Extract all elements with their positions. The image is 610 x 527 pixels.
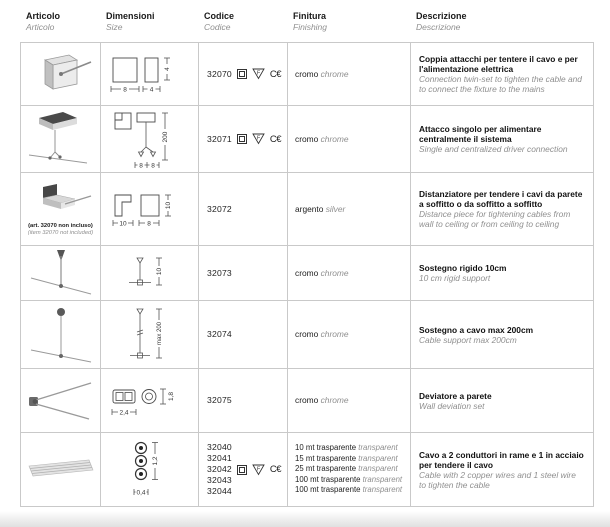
description-italian: Coppia attacchi per tentere il cavo e per l'alimentazione elettrica [419, 54, 578, 74]
svg-text:F: F [256, 135, 261, 142]
article-cell [21, 369, 101, 433]
article-cell [21, 301, 101, 369]
header-label: Descrizione [416, 11, 467, 21]
code-cell [199, 43, 288, 106]
finish-value: cromo chrome [295, 68, 349, 79]
dimension-diagram [107, 305, 193, 365]
product-code: 32075 [207, 395, 232, 405]
finish-value: 15 mt trasparente transparent [295, 453, 398, 463]
height-dimension-label: 1,8 [167, 391, 175, 401]
product-code-list [207, 442, 232, 497]
header-sublabel: Finishing [293, 22, 328, 32]
width-dimension-label: 2,4 [118, 409, 129, 416]
ce-mark-icon: C€ [269, 464, 281, 475]
description-english: Cable with 2 copper wires and 1 steel wire to tighten the cable [419, 469, 576, 490]
article-note-english: (item 32070 not included) [27, 229, 94, 236]
height-dimension-label: 200 [161, 131, 169, 143]
product-code: 32041 [207, 453, 232, 463]
code-cell [199, 246, 288, 301]
description-italian: Deviatore a parete [419, 390, 492, 401]
code-cell [199, 301, 288, 369]
cable-support-illustration [25, 304, 97, 366]
finish-value: cromo chrome [295, 395, 349, 405]
finish-cell [288, 106, 411, 173]
central-driver-illustration [25, 108, 97, 170]
dimension-diagram [107, 382, 193, 420]
ce-mark-icon: C€ [269, 133, 281, 145]
f-mark-icon [252, 68, 265, 80]
dimensions-cell [101, 433, 199, 506]
dimensions-cell [101, 369, 199, 433]
header-dimensioni [100, 11, 198, 32]
width-dimension-label: 8 [122, 86, 127, 94]
description-english: Connection twin-set to tighten the cable and to connect the fixture to the mains [419, 74, 582, 94]
product-code: 32071 [207, 133, 232, 144]
dimensions-cell [101, 106, 199, 173]
header-label: Codice [204, 11, 235, 21]
description-cell [411, 369, 593, 433]
certification-icons [237, 133, 281, 145]
article-cell [21, 433, 101, 506]
ribbon-cable-illustration [25, 457, 97, 483]
svg-text:F: F [256, 466, 261, 472]
finish-value: 10 mt trasparente transparent [295, 443, 398, 453]
product-code: 32040 [207, 442, 232, 452]
product-code: 32070 [207, 68, 232, 79]
dimension-diagram [107, 53, 193, 95]
height-dimension-label: 10 [155, 267, 163, 276]
code-cell [199, 173, 288, 246]
finish-value: argento silver [295, 203, 346, 214]
description-cell [411, 301, 593, 369]
header-label: Finitura [293, 11, 326, 21]
dimension-diagram [107, 189, 193, 229]
finish-value: 100 mt trasparente transparent [295, 485, 403, 495]
product-code: 32073 [207, 267, 232, 278]
dimension-diagram [107, 109, 193, 169]
description-cell [411, 106, 593, 173]
description-cell [411, 43, 593, 106]
dimensions-cell [101, 246, 199, 301]
finish-value: cromo chrome [295, 267, 349, 278]
f-mark-icon [252, 133, 265, 145]
dimension-diagram [107, 254, 193, 292]
description-italian: Attacco singolo per alimentare centralmente il sistema [419, 124, 542, 144]
class-ii-icon [237, 134, 247, 144]
finish-cell [288, 43, 411, 106]
header-articolo [20, 11, 100, 32]
class-ii-icon [237, 69, 247, 79]
finish-cell [288, 246, 411, 301]
header-sublabel: Descrizione [416, 22, 461, 32]
description-italian: Sostegno rigido 10cm [419, 263, 507, 273]
certification-icons [237, 68, 281, 80]
description-cell [411, 433, 593, 506]
description-english: 10 cm rigid support [419, 273, 491, 283]
width-dimension-label: 8 [138, 162, 143, 169]
height-dimension-label: 4 [163, 67, 171, 71]
finish-cell [288, 433, 411, 506]
page-bottom-shadow [0, 511, 610, 527]
header-sublabel: Articolo [26, 22, 55, 32]
code-cell [199, 106, 288, 173]
product-code: 32042 [207, 464, 232, 474]
dimensions-cell [101, 43, 199, 106]
finish-cell [288, 301, 411, 369]
description-english: Single and centralized driver connection [419, 144, 568, 154]
article-cell [21, 43, 101, 106]
dimension-diagram [107, 439, 193, 501]
height-dimension-label: 10 [164, 201, 172, 210]
description-english: Distance piece for tightening cables from wall to ceiling or from ceiling to ceiling [419, 209, 571, 229]
description-italian: Sostegno a cavo max 200cm [419, 324, 534, 335]
finish-cell [288, 369, 411, 433]
header-finitura [287, 11, 410, 32]
dimensions-cell [101, 173, 199, 246]
svg-text:F: F [256, 70, 261, 77]
code-cell [199, 433, 288, 506]
description-cell [411, 246, 593, 301]
width-dimension-label: 8 [146, 220, 151, 228]
dimensions-cell [101, 301, 199, 369]
finish-value: 100 mt trasparente transparent [295, 474, 403, 484]
finish-cell [288, 173, 411, 246]
catalog-table [20, 42, 594, 507]
f-mark-icon [252, 464, 265, 476]
header-descrizione [410, 11, 592, 32]
twin-attachment-illustration [25, 48, 97, 100]
code-cell [199, 369, 288, 433]
finish-value: cromo chrome [295, 133, 349, 144]
product-code: 32072 [207, 203, 232, 214]
finish-value: 25 mt trasparente transparent [295, 464, 398, 474]
table-header [20, 11, 594, 32]
header-label: Articolo [26, 11, 61, 21]
wall-deviator-illustration [25, 379, 97, 423]
header-sublabel: Codice [204, 22, 231, 32]
article-cell [21, 106, 101, 173]
description-italian: Distanziatore per tendere i cavi da parete a soffitto o da soffitto a soffitto [419, 189, 583, 209]
width-dimension-label: 4 [149, 86, 153, 94]
description-italian: Cavo a 2 conduttori in rame e 1 in acciaio per tendere il cavo [419, 449, 584, 470]
certification-icons [237, 464, 281, 476]
width-dimension-label: 0,4 [135, 489, 146, 496]
ce-mark-icon: C€ [269, 68, 281, 80]
width-dimension-label: 8 [150, 162, 155, 169]
article-note-italian: (art. 32070 non incluso) [28, 222, 93, 229]
header-label: Dimensioni [106, 11, 155, 21]
article-cell [21, 246, 101, 301]
article-note [28, 223, 93, 237]
description-english: Wall deviation set [419, 400, 485, 411]
rigid-support-illustration [25, 248, 97, 298]
header-sublabel: Size [106, 22, 123, 32]
width-dimension-label: 10 [118, 220, 127, 228]
class-ii-icon [237, 465, 247, 475]
height-dimension-label: max 200 [156, 321, 163, 345]
height-dimension-label: 1,2 [151, 455, 159, 466]
product-code: 32043 [207, 475, 232, 485]
article-cell [21, 173, 101, 246]
product-code: 32074 [207, 329, 232, 339]
finish-value: cromo chrome [295, 329, 349, 339]
product-code: 32044 [207, 486, 232, 496]
description-english: Cable support max 200cm [419, 334, 517, 345]
spacer-bracket-illustration [25, 182, 97, 222]
description-cell [411, 173, 593, 246]
header-codice [198, 11, 287, 32]
